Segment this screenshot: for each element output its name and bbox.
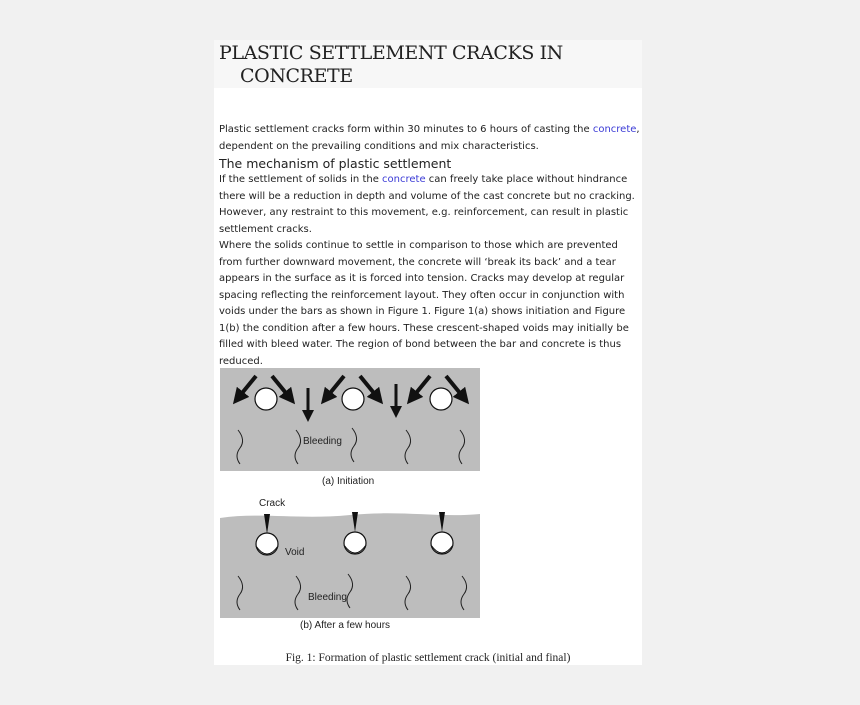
section-heading: The mechanism of plastic settlement — [219, 156, 452, 171]
void-label: Void — [285, 547, 305, 558]
concrete-section-b — [220, 513, 480, 618]
article-body — [219, 122, 641, 370]
intro-paragraph — [219, 122, 641, 155]
title-line-2: CONCRETE — [240, 65, 353, 87]
para2-text-2: can freely take place without hindrance there will be a reduction in depth and volume of the cast concrete but no cracking. However, any restraint to this movement, e.g. reinforcement, can result in plastic settlement cracks. — [219, 174, 635, 235]
intro-text-2: , dependent on the prevailing conditions and mix characteristics. — [219, 124, 640, 152]
figure-a-label: (a) Initiation — [322, 476, 375, 487]
title-line-1: PLASTIC SETTLEMENT CRACKS IN — [219, 42, 563, 64]
figure-b-label: (b) After a few hours — [300, 620, 391, 631]
bleeding-label-a: Bleeding — [303, 436, 342, 447]
figure-caption: Fig. 1: Formation of plastic settlement crack (initial and final) — [285, 652, 571, 664]
figure-initiation-diagram — [220, 368, 480, 471]
figure-after-hours-diagram — [220, 500, 480, 618]
page-title — [219, 42, 619, 88]
intro-text-1: Plastic settlement cracks form within 30 minutes to 6 hours of casting the — [219, 124, 593, 135]
para2-text-1: If the settlement of solids in the — [219, 174, 383, 185]
paragraph-2 — [219, 172, 641, 238]
concrete-link-2[interactable]: concrete — [382, 174, 426, 185]
paragraph-3: Where the solids continue to settle in comparison to those which are prevented from further downward movement, the concrete will ‘break its back’ and a tear appears in the surface as it is forced into tension. Cracks may develop at regular spacing reflecting the reinforcement layout. They often occur in conjunction with voids under the bars as shown in Figure 1. Figure 1(a) shows initiation and Figure 1(b) the condition after a few hours. These crescent-shaped voids may initially be filled with bleed water. The region of bond between the bar and concrete is thus reduced. — [219, 240, 629, 367]
crack-label: Crack — [259, 498, 286, 509]
concrete-link[interactable]: concrete — [592, 124, 637, 135]
bleeding-label-b: Bleeding — [308, 592, 347, 603]
concrete-section-a — [220, 368, 480, 471]
